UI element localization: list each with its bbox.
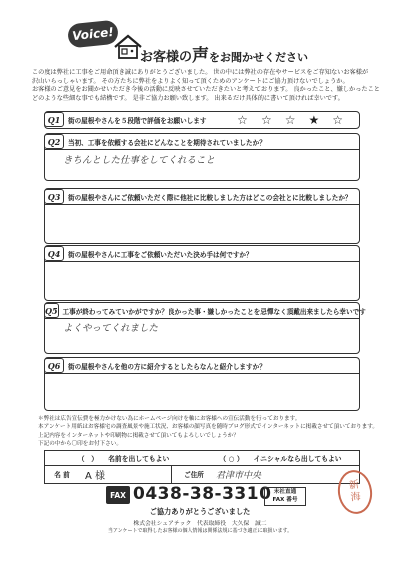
question-6-number: Q6 — [44, 358, 64, 373]
voice-badge-text: Voice! — [71, 24, 115, 44]
consent-name-option[interactable] — [45, 453, 202, 463]
consent-initial-mark[interactable]: （ ○ ） — [219, 455, 244, 463]
stamp-char-2: 海 — [350, 491, 362, 504]
star-2-icon[interactable]: ☆ — [260, 112, 272, 127]
question-6-text: 街の屋根やさんを他の方に紹介するとしたらなんと紹介しますか？ — [68, 362, 266, 371]
fax-number: 0438-38-3310 — [133, 484, 272, 504]
star-3-icon[interactable]: ☆ — [284, 112, 296, 127]
house-icon — [113, 34, 143, 60]
question-6-answer[interactable] — [45, 374, 359, 376]
question-6 — [44, 357, 360, 411]
question-3-answer[interactable] — [45, 205, 359, 207]
fax-badge — [106, 486, 130, 504]
name-address-row — [44, 465, 360, 484]
question-4-answer[interactable] — [45, 262, 359, 264]
question-5-number: Q5 — [44, 303, 59, 318]
intro-text: この度は弊社に工事をご用命頂き誠にありがとうございました。 世の中には弊社の存在やサービスをご存知ないお客様が 沢山いらっしゃいます。 その方たちに弊社をよりよく知って頂くためのアンケートにご協力頂けないでしょうか。 お客様のご意見をお聞かせいただき今後の活動に反映させていただきたいと考えております。 良かったこと、嫌しかったこと どのような些細な事でも結構です。 是非ご協力お願い致します。 出来るだけ具体的に書いて頂ければ幸いです。 — [32, 69, 380, 102]
question-3-text: 街の屋根やさんにご依頼いただく際に他社に比較しました方はどこの会社とに比較しましたか？ — [68, 193, 352, 202]
star-1-icon[interactable]: ☆ — [237, 112, 248, 127]
closing-company: 株式会社シェアテック 代表取締役 大久保 誠二 — [133, 521, 267, 527]
question-5 — [44, 302, 366, 354]
question-1 — [44, 111, 360, 129]
question-4-number: Q4 — [44, 246, 64, 261]
stamp-char-1: 新 — [348, 479, 360, 492]
footer-notes: ＊弊社は広告宣伝費を極力かけない為にホームページ向けを軸にお客様への宣伝活動を行っております。 本アンケート用紙はお客様宅の調査風景や施工状況、お客様の顔写真を随時ブログ形式でインターネットに掲載させて頂いております。 上記内容をインターネットや印刷物に掲載させて頂いてもよろしいでしょうか？ 下記の中から〇印をお付下さい。 — [38, 416, 378, 447]
question-5-text: 工事が終わってみていかがですか？良かった事・嫌しかったことを忌憚なく頂戴出来ましたら幸いです — [62, 307, 366, 316]
consent-name-label: 名前を出してもよい — [108, 455, 170, 463]
question-4 — [44, 245, 360, 301]
name-field[interactable]: A 様 — [79, 465, 172, 483]
page-title: お客様の声をお聞かせください — [140, 46, 309, 66]
closing-thanks: ご協力ありがとうございました — [149, 507, 251, 516]
question-2-text: 当初、工事を依頼する会社にどんなことを期待されていましたか？ — [68, 138, 266, 147]
address-field[interactable]: 君津市中央 — [216, 470, 262, 481]
fax-side-label: 未社直通 FAX 番号 — [264, 487, 306, 506]
question-5-answer[interactable]: よくやってくれました — [63, 323, 159, 334]
question-1-number: Q1 — [44, 112, 64, 127]
name-label: 名 前 — [54, 471, 70, 479]
rating-stars[interactable] — [237, 114, 343, 126]
question-3-number: Q3 — [44, 189, 64, 204]
consent-name-mark[interactable]: （ ） — [77, 455, 99, 463]
address-label: ご住所 — [184, 471, 204, 479]
voice-badge — [67, 19, 119, 48]
consent-box — [44, 450, 360, 466]
fax-icon: FAX — [110, 490, 126, 500]
consent-initial-label: イニシャルなら出してもよい — [253, 455, 342, 463]
question-2 — [44, 133, 360, 181]
consent-initial-option[interactable] — [202, 453, 359, 463]
star-5-icon[interactable]: ☆ — [332, 112, 343, 127]
star-4-icon[interactable]: ★ — [308, 112, 320, 127]
question-2-number: Q2 — [44, 134, 64, 149]
question-4-text: 街の屋根やさんに工事をご依頼いただいた決め手は何ですか？ — [68, 250, 253, 259]
question-2-answer[interactable]: きちんとした仕事をしてくれること — [63, 155, 216, 166]
question-3 — [44, 188, 360, 244]
question-1-text: 街の屋根やさんを５段階で評価をお願いします — [68, 116, 207, 125]
closing-privacy: 当アンケートで取得したお客様の個人情報は関係法規に基づき適正に取扱います。 — [107, 528, 293, 534]
